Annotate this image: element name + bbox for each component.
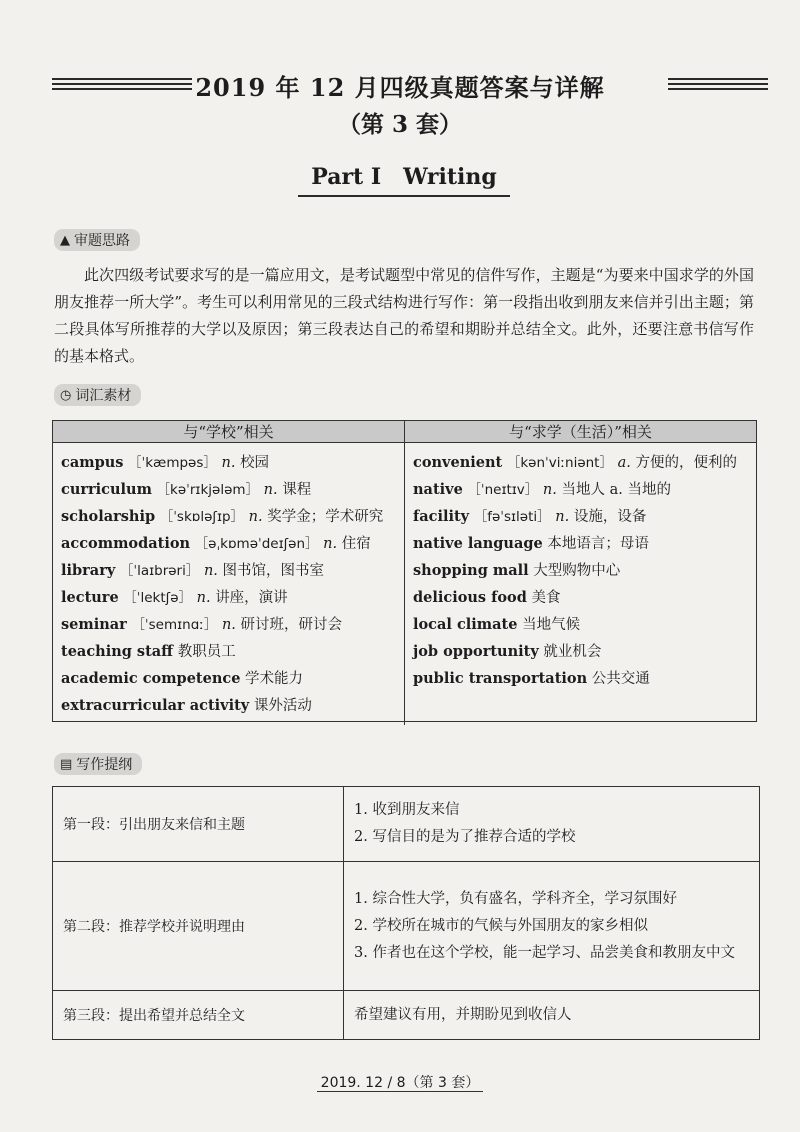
outline-paragraph-label: 第二段：推荐学校并说明理由 (53, 862, 344, 991)
outline-points (344, 787, 760, 862)
vocab-pos: n. (221, 455, 236, 471)
vocab-meaning: 校园 (240, 455, 270, 471)
vocab-meaning: 美食 (531, 590, 561, 606)
vocab-phonetic: ［ˈsemɪnɑː］ (131, 617, 218, 633)
outline-table (52, 786, 760, 1040)
vocab-entry (413, 476, 748, 503)
vocab-entry (413, 503, 748, 530)
vocab-meaning: 当地人 a. 当地的 (561, 482, 671, 498)
vocab-meaning: 图书馆，图书室 (222, 563, 325, 579)
section-label: 写作提纲 (76, 757, 133, 773)
vocab-pos: a. (617, 455, 631, 471)
mountain-icon: ▲ (60, 232, 70, 248)
outline-points (344, 991, 760, 1040)
page-footer (0, 1072, 800, 1092)
part-title: Part I Writing (298, 160, 510, 197)
vocab-pos: n. (323, 536, 338, 552)
vocab-word: job opportunity (413, 643, 539, 660)
vocab-meaning: 讲座，演讲 (215, 590, 288, 606)
section-label: 词汇素材 (75, 388, 132, 404)
vocab-phonetic: ［ˈskɒləʃɪp］ (159, 509, 245, 525)
vocab-entry (61, 611, 396, 638)
analysis-paragraph: 此次四级考试要求写的是一篇应用文，是考试题型中常见的信件写作，主题是“为要来中国求学的外国朋友推荐一所大学”。考生可以利用常见的三段式结构进行写作：第一段指出收到朋友来信并引出主题；第二段具体写所推荐的大学以及原因；第三段表达自己的希望和期盼并总结全文。此外，还要注意书信写作的基本格式。 (54, 266, 754, 365)
outline-point: 希望建议有用，并期盼见到收信人 (354, 1006, 572, 1023)
vocab-phonetic: ［ˈkæmpəs］ (128, 455, 217, 471)
vocab-phonetic: ［kənˈviːniənt］ (506, 455, 613, 471)
page-subtitle: （第 3 套） (337, 111, 463, 138)
vocab-entry (61, 503, 396, 530)
outline-row (53, 991, 760, 1040)
clock-icon: ◷ (60, 387, 72, 403)
vocab-phonetic: ［ˈlaɪbrəri］ (119, 563, 200, 579)
section-tag-analysis (54, 229, 140, 251)
vocab-meaning: 奖学金；学术研究 (267, 509, 384, 525)
vocab-entry (413, 449, 748, 476)
vocab-meaning: 教职员工 (177, 644, 236, 660)
vocab-table-header (53, 421, 756, 443)
section-label: 审题思路 (74, 233, 130, 249)
vocab-word: extracurricular activity (61, 697, 250, 714)
vocab-entry (61, 584, 396, 611)
vocab-word: scholarship (61, 508, 156, 525)
vocab-pos: n. (542, 482, 557, 498)
vocab-meaning: 设施，设备 (573, 509, 647, 525)
vocab-entry (61, 557, 396, 584)
vocab-pos: n. (263, 482, 278, 498)
outline-point: 1. 综合性大学，负有盛名，学科齐全，学习氛围好 (354, 890, 677, 907)
vocab-word: local climate (413, 616, 518, 633)
vocab-entry (413, 638, 748, 665)
vocab-meaning: 课外活动 (253, 698, 312, 714)
section-tag-vocab (54, 384, 141, 406)
outline-point: 2. 学校所在城市的气候与外国朋友的家乡相似 (354, 917, 648, 934)
vocab-entry (413, 530, 748, 557)
vocab-column-school (53, 443, 404, 725)
vocab-pos: n. (555, 509, 570, 525)
vocab-word: native (413, 481, 463, 498)
vocab-table (52, 420, 757, 722)
vocab-word: academic competence (61, 670, 241, 687)
column-header: 与“求学（生活）”相关 (404, 421, 756, 442)
vocab-entry (61, 530, 396, 557)
vocab-meaning: 就业机会 (543, 644, 602, 660)
vocab-entry (413, 584, 748, 611)
vocab-entry (413, 557, 748, 584)
vocab-word: curriculum (61, 481, 152, 498)
vocab-meaning: 学术能力 (245, 671, 304, 687)
vocab-meaning: 住宿 (341, 536, 371, 552)
vocab-word: shopping mall (413, 562, 529, 579)
vocab-entry (413, 665, 748, 692)
footer-text: 2019. 12 / 8（第 3 套） (317, 1075, 484, 1092)
vocab-phonetic: ［ˈneɪtɪv］ (467, 482, 539, 498)
section-tag-outline (54, 753, 142, 775)
outline-points (344, 862, 760, 991)
vocab-word: delicious food (413, 589, 527, 606)
vocab-word: accommodation (61, 535, 191, 552)
vocab-meaning: 大型购物中心 (533, 563, 621, 579)
vocab-meaning: 本地语言；母语 (547, 536, 649, 552)
vocab-word: teaching staff (61, 643, 174, 660)
vocab-meaning: 研讨班，研讨会 (240, 617, 343, 633)
outline-point: 1. 收到朋友来信 (354, 802, 460, 818)
vocab-entry (61, 692, 396, 719)
outline-row (53, 787, 760, 862)
outline-paragraph-label: 第一段：引出朋友来信和主题 (53, 787, 344, 862)
vocab-word: seminar (61, 616, 127, 633)
vocab-pos: n. (221, 617, 236, 633)
vocab-word: library (61, 562, 116, 579)
outline-point: 3. 作者也在这个学校，能一起学习、品尝美食和教朋友中文 (354, 944, 735, 961)
outline-point: 2. 写信目的是为了推荐合适的学校 (354, 829, 576, 845)
vocab-phonetic: ［əˌkɒməˈdeɪʃən］ (194, 536, 319, 552)
vocab-word: facility (413, 508, 470, 525)
vocab-word: native language (413, 535, 543, 552)
book-icon: ▤ (60, 756, 73, 772)
vocab-entry (61, 449, 396, 476)
vocab-phonetic: ［ˈlektʃə］ (123, 590, 193, 606)
vocab-pos: n. (196, 590, 211, 606)
vocab-column-life (404, 443, 756, 725)
column-header: 与“学校”相关 (183, 423, 274, 441)
vocab-word: campus (61, 454, 124, 471)
vocab-pos: n. (203, 563, 218, 579)
vocab-word: lecture (61, 589, 119, 606)
vocab-entry (61, 638, 396, 665)
vocab-phonetic: ［fəˈsɪləti］ (473, 509, 551, 525)
vocab-meaning: 当地气候 (522, 617, 581, 633)
vocab-word: convenient (413, 454, 503, 471)
vocab-entry (61, 476, 396, 503)
vocab-meaning: 公共交通 (591, 671, 650, 687)
vocab-phonetic: ［kəˈrɪkjələm］ (156, 482, 260, 498)
outline-paragraph-label: 第三段：提出希望并总结全文 (53, 991, 344, 1040)
vocab-meaning: 方便的，便利的 (635, 455, 737, 471)
vocab-pos: n. (248, 509, 263, 525)
vocab-entry (413, 611, 748, 638)
page-title: 2019 年 12 月四级真题答案与详解 (195, 73, 605, 102)
vocab-meaning: 课程 (282, 482, 312, 498)
outline-row (53, 862, 760, 991)
vocab-word: public transportation (413, 670, 588, 687)
vocab-entry (61, 665, 396, 692)
